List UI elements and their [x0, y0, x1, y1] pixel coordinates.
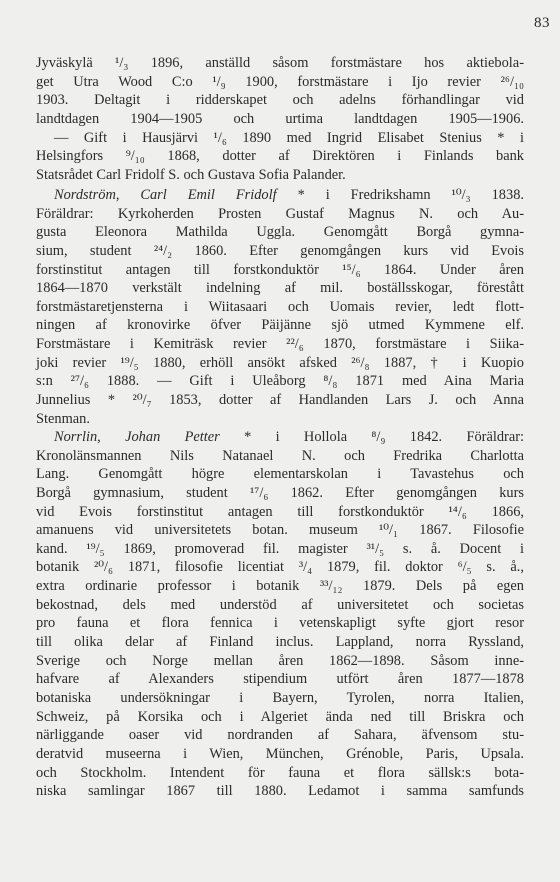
text-line: s:n ²⁷/₆ 1888. — Gift i Uleåborg ⁸/₈ 1871 med Aina Maria: [36, 373, 524, 390]
text-line: botanik ²⁰/₆ 1871, filosofie licentiat ³/₄ 1879, fil. doktor ⁶/₅ s. å.,: [36, 559, 524, 576]
text-line: närliggande oaser vid nordranden af Sahara, äfvensom stu-: [36, 727, 524, 744]
text-line: botaniska undersökningar i Bayern, Tyrolen, norra Italien,: [36, 689, 524, 706]
text-line: forstinstitut antagen till forstkonduktör ¹⁵/₆ 1864. Under åren: [36, 261, 524, 278]
text-line: vid Evois forstinstitut antagen till forstkonduktör ¹⁴/₆ 1866,: [36, 503, 524, 520]
text-line: hafvare af Alexanders stipendium utfört åren 1877—1878: [36, 671, 524, 688]
text-line: kand. ¹⁹/₅ 1869, promoverad fil. magister ³¹/₅ s. å. Docent i: [36, 540, 524, 557]
paragraph-norrlin-entry: [36, 428, 524, 801]
text-line: till olika delar af Finland inclus. Lappland, norra Ryssland,: [36, 634, 524, 651]
person-name: Norrlin, Johan Petter: [54, 429, 220, 445]
text-line: niska samlingar 1867 till 1880. Ledamot i samma samfunds: [36, 783, 524, 800]
text-line: Lang. Genomgått högre elementarskolan i Tavastehus och: [36, 466, 524, 483]
entry-heading-line: [36, 186, 524, 205]
text-line: sium, student ²⁴/₂ 1860. Efter genomgången kurs vid Evois: [36, 242, 524, 259]
entry-heading-line: [36, 428, 524, 447]
text-line: Jyväskylä ¹/₃ 1896, anställd såsom forstmästare hos aktiebola-: [36, 55, 524, 71]
text-line: Föräldrar: Kyrkoherden Prosten Gustaf Magnus N. och Au-: [36, 205, 524, 222]
text-line: Kronolänsmannen Nils Natanael N. och Fredrika Charlotta: [36, 447, 524, 464]
text-line: * i Hollola ⁸/₉ 1842. Föräldrar:: [219, 429, 524, 445]
text-line: gusta Eleonora Mathilda Uggla. Genomgått Borgå gymna-: [36, 224, 524, 241]
text-line: ningen af kronovirke öfver Päijänne sjö utmed Kymmene elf.: [36, 317, 524, 334]
text-line: 1864—1870 verkstält indelning af mil. boställsskogar, förestått: [36, 280, 524, 297]
paragraph-forstmastare-entry: [36, 54, 524, 184]
paragraph-nordstrom-entry: [36, 186, 524, 428]
text-line: * i Fredrikshamn ¹⁰/₃ 1838.: [276, 187, 524, 203]
text-line: och Stockholm. Intendent för fauna et flora sällsk:s bota-: [36, 764, 524, 781]
text-line: extra ordinarie professor i botanik ³³/₁₂ 1879. Dels på egen: [36, 578, 524, 595]
text-line: Sverige och Norge mellan åren 1862—1898. Såsom inne-: [36, 652, 524, 669]
text-line: get Utra Wood C:o ¹/₉ 1900, forstmästare i Ijo revier ²⁶/₁₀: [36, 73, 524, 90]
text-line: Schweiz, på Korsika och i Algeriet ända ned till Briskra och: [36, 708, 524, 725]
text-line: 1903. Deltagit i ridderskapet och adelns förhandlingar vid: [36, 92, 524, 109]
text-line: Helsingfors ⁹/₁₀ 1868, dotter af Direktören i Finlands bank: [36, 148, 524, 165]
text-line: Statsrådet Carl Fridolf S. och Gustava Sofia Palander.: [36, 166, 346, 183]
text-line: Forstmästare i Kemiträsk revier ²²/₆ 1870, forstmästare i Siika-: [36, 336, 524, 353]
text-line: landtdagen 1904—1905 och urtima landtdagen 1905—1906.: [36, 110, 524, 127]
text-line: amanuens vid universitetets botan. museum ¹⁰/₁ 1867. Filosofie: [36, 522, 524, 539]
person-name: Nordström, Carl Emil Fridolf: [54, 187, 277, 203]
text-line: pro fauna et flora fennica i vetenskapligt syfte gjort resor: [36, 615, 524, 632]
text-line: bekostnad, dels med understöd af universitetet och societas: [36, 596, 524, 613]
text-line: joki revier ¹⁹/₅ 1880, erhöll ansökt afsked ²⁶/₈ 1887, † i Kuopio: [36, 354, 524, 371]
text-line: — Gift i Hausjärvi ¹/₆ 1890 med Ingrid Elisabet Stenius * i: [54, 129, 524, 146]
text-line: forstmästaretjensterna i Wiitasaari och Uomais revier, ledt flott-: [36, 298, 524, 315]
text-line: Stenman.: [36, 410, 90, 427]
page-number: 83: [534, 15, 550, 31]
text-line: Junnelius * ²⁰/₇ 1853, dotter af Handlanden Lars J. och Anna: [36, 392, 524, 409]
text-line: Borgå gymnasium, student ¹⁷/₆ 1862. Efter genomgången kurs: [36, 484, 524, 501]
text-line: deratvid museerna i Wien, München, Grénoble, Paris, Upsala.: [36, 745, 524, 762]
